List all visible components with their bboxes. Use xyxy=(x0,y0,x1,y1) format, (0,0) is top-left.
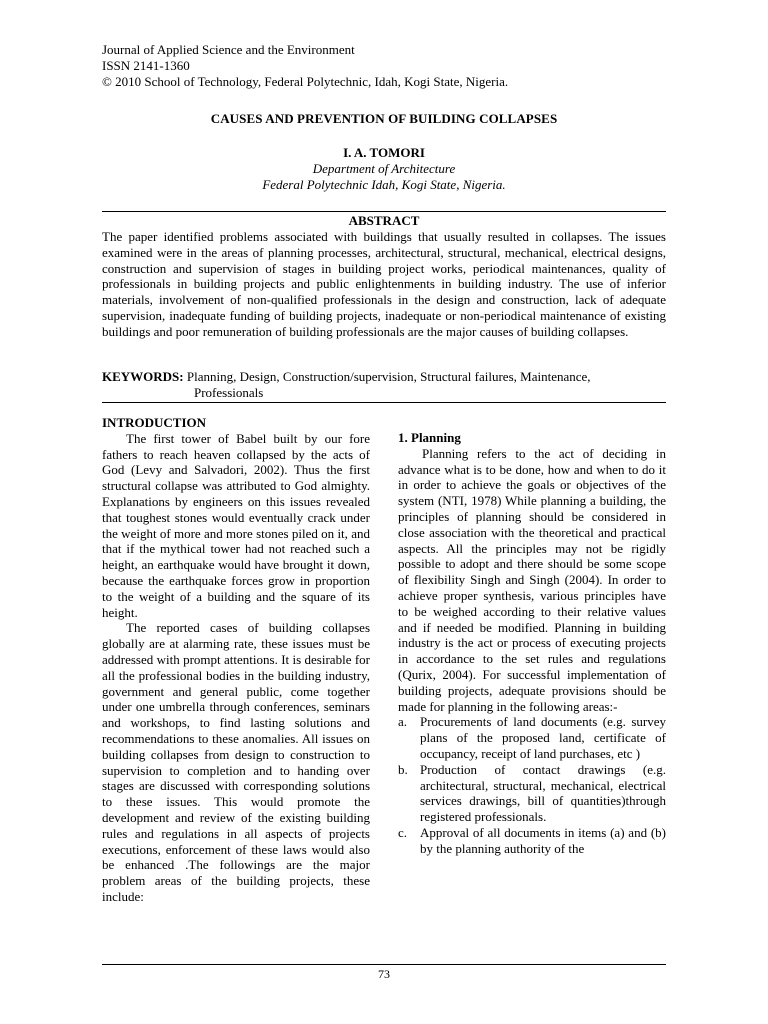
keywords-line2: Professionals xyxy=(194,384,264,400)
author-institution: Federal Polytechnic Idah, Kogi State, Nigeria. xyxy=(262,177,506,192)
keywords xyxy=(102,369,666,400)
keywords-label: KEYWORDS: xyxy=(102,369,184,384)
list-marker: b. xyxy=(398,761,408,777)
abstract-heading: ABSTRACT xyxy=(348,213,420,228)
list-text: Approval of all documents in items (a) and (b) by the planning authority of the xyxy=(420,824,666,856)
footer-rule xyxy=(102,964,666,965)
paper-title: CAUSES AND PREVENTION OF BUILDING COLLAPSES xyxy=(210,111,558,126)
list-text: Production of contact drawings (e.g. architectural, structural, mechanical, electrical services drawings, bill of quantities)through registered professionals. xyxy=(420,761,666,825)
author-block xyxy=(0,145,768,193)
introduction-paragraph: The reported cases of building collapses globally are at alarming rate, these issues must be addressed with prompt attentions. It is desirable for all the professional bodies in the building industry, government and general public, come together under one umbrella through conferences, seminars and workshops, to find lasting solutions and recommendations to these anomalies. All issues on building collapses from design to construction to supervision to completion and to handing over stages are discussed with corresponding solutions to these issues. This would promote the development and review of the existing building rules and regulations in all aspects of projects executions, enforcement of these laws would also be enhanced .The followings are the major problem areas of the building projects, these include: xyxy=(102,620,370,904)
planning-list-item xyxy=(398,714,666,761)
journal-header xyxy=(102,42,662,90)
planning-paragraph: Planning refers to the act of deciding in advance what is to be done, how and when to do it in order to achieve the goals or objectives of the system (NTI, 1978) While planning a building, the principles of planning should be considered in close association with the theoretical and practical aspects. All the principles may not be rigidly possible to adopt and there should be some scope of flexibility Singh and Singh (2004). In order to achieve proper synthesis, various principles have to be weighed according to their relative values and if needed be modified. Planning in building industry is the act or process of executing projects in accordance to the set rules and regulations (Qurix, 2004). For successful implementation of building projects, adequate provisions should be made for planning in the following areas:- xyxy=(398,445,666,714)
journal-copyright: © 2010 School of Technology, Federal Polytechnic, Idah, Kogi State, Nigeria. xyxy=(102,74,509,89)
planning-list-item xyxy=(398,825,666,857)
right-column xyxy=(398,430,666,857)
planning-heading: 1. Planning xyxy=(398,430,461,445)
introduction-paragraph: The first tower of Babel built by our fore fathers to reach heaven collapsed by the acts of God (Levy and Salvadori, 2002). Thus the first structural collapse was attributed to God almighty. Explanations by engineers on this issues revealed that toughest stones would eventually crack under the weight of more and more stones piled on it, and that if the mythical tower had not reached such a height, an earthquake would have brought it down, because the earthquake forces grow in proportion to the weight of a building and the square of its height. xyxy=(102,430,370,620)
abstract-text: The paper identified problems associated with buildings that usually resulted in collapses. The issues examined were in the areas of planning processes, architectural, structural, mechanical, electrical designs, construction and supervision of stages in building project works, periodical maintenances, quality of professionals in building projects and public enlightenments in building industry. The use of inferior materials, involvement of non-qualified professionals in the design and construction, lack of adequate supervision, inadequate funding of building projects, inadequate or non-periodical maintenance of existing buildings and poor remuneration of building professionals are the major causes of building collapses. xyxy=(102,229,666,339)
planning-list-item xyxy=(398,762,666,825)
journal-issn: ISSN 2141-1360 xyxy=(102,58,190,73)
author-name: I. A. TOMORI xyxy=(343,145,425,160)
abstract-top-rule xyxy=(102,211,666,212)
page-number: 73 xyxy=(378,967,390,981)
keywords-line1: Planning, Design, Construction/supervision, Structural failures, Maintenance, xyxy=(186,369,591,384)
author-department: Department of Architecture xyxy=(312,161,456,176)
list-marker: c. xyxy=(398,824,408,840)
list-text: Procurements of land documents (e.g. survey plans of the proposed land, certificate of occupancy, receipt of land purchases, etc ) xyxy=(420,714,666,761)
journal-name: Journal of Applied Science and the Environment xyxy=(102,42,355,57)
left-column xyxy=(102,415,370,905)
keywords-bottom-rule xyxy=(102,402,666,403)
introduction-heading: INTRODUCTION xyxy=(102,415,207,430)
list-marker: a. xyxy=(398,714,408,730)
